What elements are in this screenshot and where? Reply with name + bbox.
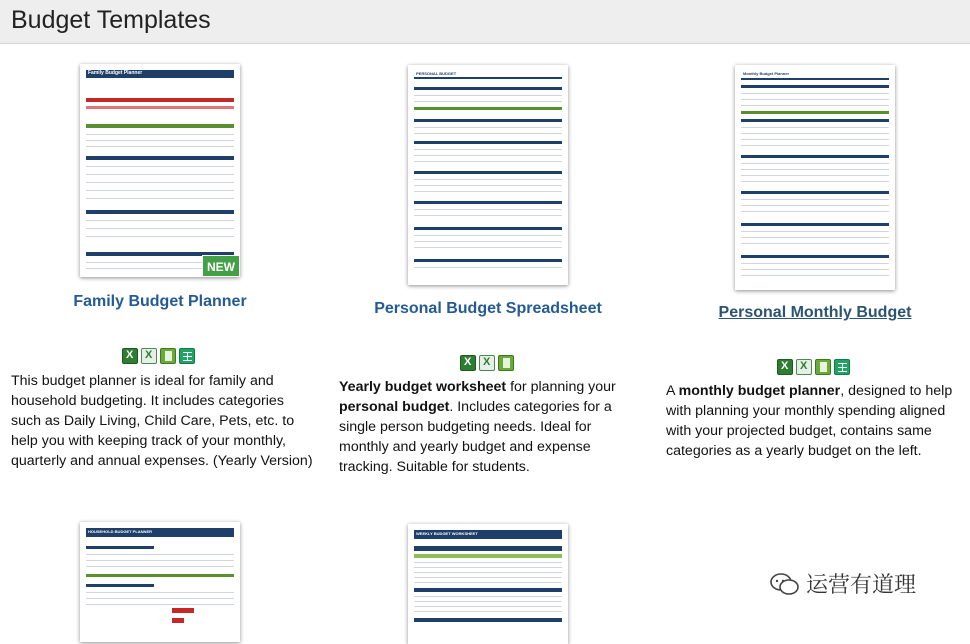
openoffice-icon[interactable]	[160, 348, 176, 364]
download-icons	[122, 348, 195, 364]
excel-2007-icon[interactable]	[479, 355, 495, 371]
download-icons	[460, 355, 514, 371]
wechat-icon	[770, 572, 800, 596]
watermark-text: 运营有道理	[806, 572, 917, 597]
excel-2007-icon[interactable]	[141, 348, 157, 364]
excel-icon[interactable]	[460, 355, 476, 371]
excel-icon[interactable]	[122, 348, 138, 364]
thumbnail-heading: WEEKLY BUDGET WORKSHEET	[416, 531, 478, 536]
weekly-budget-worksheet-thumbnail[interactable]	[408, 524, 568, 644]
personal-monthly-budget-link[interactable]: Personal Monthly Budget	[718, 304, 912, 321]
watermark	[770, 568, 916, 599]
family-budget-planner-thumbnail[interactable]	[80, 64, 240, 277]
family-budget-planner-description: This budget planner is ideal for family and household budgeting. It includes categories such as Daily Living, Child Care, Pets, etc. to help you with keeping track of your monthly, quarterly and annual expenses. (Yearly Version)	[11, 373, 313, 469]
family-budget-planner-link[interactable]: Family Budget Planner	[73, 293, 247, 310]
personal-monthly-budget-thumbnail[interactable]	[735, 65, 895, 290]
google-sheets-icon[interactable]	[834, 359, 850, 375]
thumbnail-heading: HOUSEHOLD BUDGET PLANNER	[88, 529, 153, 534]
personal-budget-spreadsheet-thumbnail[interactable]	[408, 65, 568, 285]
page-header	[0, 0, 970, 44]
personal-monthly-budget-description: A monthly budget planner, designed to help with planning your monthly spending aligned with your projected budget, contains same categories as a yearly budget on the left.	[666, 383, 953, 459]
excel-icon[interactable]	[777, 359, 793, 375]
openoffice-icon[interactable]	[498, 355, 514, 371]
thumbnail-heading: PERSONAL BUDGET	[416, 71, 457, 76]
download-icons	[777, 359, 850, 375]
google-sheets-icon[interactable]	[179, 348, 195, 364]
page-title: Budget Templates	[11, 6, 211, 34]
excel-2007-icon[interactable]	[796, 359, 812, 375]
thumbnail-heading: Monthly Budget Planner	[743, 71, 789, 76]
thumbnail-heading: Family Budget Planner	[88, 70, 143, 76]
openoffice-icon[interactable]	[815, 359, 831, 375]
household-budget-planner-thumbnail[interactable]	[80, 522, 240, 642]
personal-budget-spreadsheet-link[interactable]: Personal Budget Spreadsheet	[374, 300, 602, 317]
new-badge: NEW	[202, 255, 240, 277]
personal-budget-spreadsheet-description: Yearly budget worksheet for planning your personal budget. Includes categories for a single person budgeting needs. Ideal for monthly and yearly budget and expense tracking. Suitable for students.	[339, 379, 616, 475]
